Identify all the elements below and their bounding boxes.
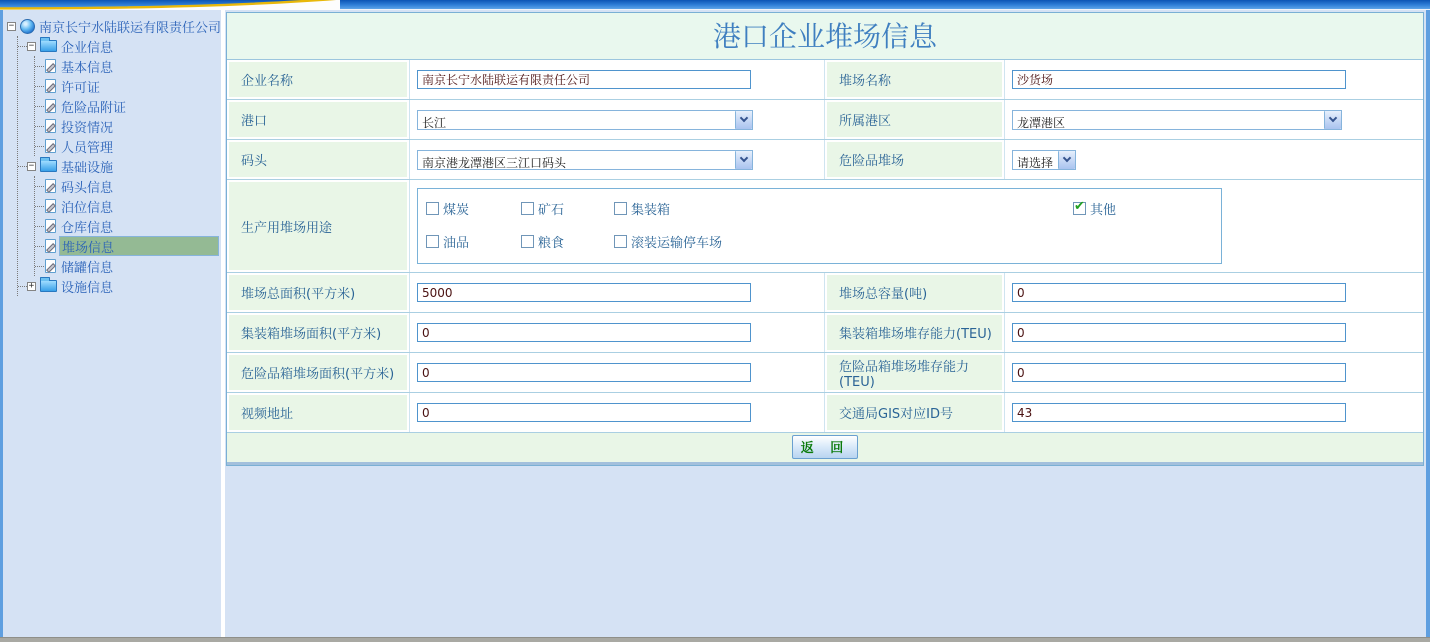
wharf-selected-value: 南京港龙潭港区三江口码头 xyxy=(422,155,567,169)
chevron-down-icon[interactable] xyxy=(735,111,752,129)
tree-item-label[interactable]: 储罐信息 xyxy=(61,260,114,276)
tree-connector xyxy=(35,106,44,107)
checkbox-label: 滚装运输停车场 xyxy=(631,236,723,251)
checkbox-option-煤炭[interactable] xyxy=(426,199,521,218)
field-label: 危险品堆场 xyxy=(825,140,1005,179)
tree-connector xyxy=(35,126,44,127)
document-edit-icon xyxy=(45,199,56,213)
tree-item-label[interactable]: 许可证 xyxy=(61,80,101,96)
checkbox-option-粮食[interactable] xyxy=(521,232,614,251)
tree-connector xyxy=(35,86,44,87)
checkbox-option-其他[interactable] xyxy=(1073,199,1221,218)
tree-connector xyxy=(35,226,44,227)
checkbox-label: 煤炭 xyxy=(443,203,470,218)
main-area xyxy=(0,10,1430,637)
tree-item-label[interactable]: 人员管理 xyxy=(61,140,114,156)
field-value-cell xyxy=(1005,273,1423,312)
dangerous-goods-yard-select[interactable] xyxy=(1012,150,1076,170)
tree-group-基础设施[interactable] xyxy=(18,156,219,176)
checkbox-label: 集装箱 xyxy=(631,203,671,218)
field-value-cell xyxy=(410,353,825,392)
sidebar-tree xyxy=(3,10,225,637)
form-row xyxy=(227,273,1423,313)
company-name-input[interactable] xyxy=(417,70,751,89)
checkbox-group xyxy=(417,188,1222,264)
window-bottom-edge xyxy=(0,637,1430,642)
field-value-cell xyxy=(410,140,825,179)
port-selected-value: 长江 xyxy=(422,115,447,129)
total-area-input[interactable] xyxy=(417,283,751,302)
collapse-minus-icon[interactable]: − xyxy=(28,160,35,171)
tree-connector xyxy=(35,266,44,267)
tree-connector xyxy=(18,286,27,287)
field-label: 堆场总容量(吨) xyxy=(825,273,1005,312)
gis-id-input[interactable] xyxy=(1012,403,1346,422)
tree-root-node[interactable] xyxy=(7,16,222,36)
video-url-input[interactable] xyxy=(417,403,751,422)
expand-plus-icon[interactable]: + xyxy=(28,280,35,291)
folder-icon xyxy=(40,40,57,52)
tree-item-label[interactable]: 基本信息 xyxy=(61,60,114,76)
checkbox-icon[interactable] xyxy=(614,235,627,248)
tree-item-基本信息[interactable] xyxy=(35,56,219,76)
total-capacity-input[interactable] xyxy=(1012,283,1346,302)
tree-connector xyxy=(35,206,44,207)
document-edit-icon xyxy=(45,139,56,153)
field-label: 堆场名称 xyxy=(825,60,1005,99)
field-value-cell xyxy=(1005,60,1423,99)
checkbox-group-cell xyxy=(410,180,1423,272)
globe-icon xyxy=(20,19,35,34)
field-label: 视频地址 xyxy=(227,393,410,432)
tree-item-堆场信息[interactable] xyxy=(35,236,219,256)
wharf-select[interactable] xyxy=(417,150,753,170)
tree-item-许可证[interactable] xyxy=(35,76,219,96)
checkbox-label: 矿石 xyxy=(538,203,565,218)
tree-connector xyxy=(35,66,44,67)
chevron-down-icon[interactable] xyxy=(1058,151,1075,169)
checkbox-option-滚装运输停车场[interactable] xyxy=(614,232,1073,251)
checkbox-option-油品[interactable] xyxy=(426,232,521,251)
document-edit-icon xyxy=(45,259,56,273)
content-area xyxy=(225,10,1426,637)
container-capacity-input[interactable] xyxy=(1012,323,1346,342)
document-edit-icon xyxy=(45,179,56,193)
checkbox-option-集装箱[interactable] xyxy=(614,199,1073,218)
port-area-selected-value: 龙潭港区 xyxy=(1017,115,1066,129)
banner-gold-swoosh xyxy=(0,0,340,10)
field-label: 堆场总面积(平方米) xyxy=(227,273,410,312)
checkbox-option-矿石[interactable] xyxy=(521,199,614,218)
form-row xyxy=(227,313,1423,353)
field-value-cell xyxy=(410,393,825,432)
form-row xyxy=(227,60,1423,100)
tree-item-label[interactable]: 危险品附证 xyxy=(61,100,127,116)
tree-item-label[interactable]: 投资情况 xyxy=(61,120,114,136)
back-button[interactable]: 返 回 xyxy=(792,435,859,459)
checkbox-label: 粮食 xyxy=(538,236,565,251)
checkbox-icon[interactable] xyxy=(614,202,627,215)
form-row xyxy=(227,393,1423,433)
tree-item-投资情况[interactable] xyxy=(35,116,219,136)
field-label: 危险品箱堆场面积(平方米) xyxy=(227,353,410,392)
field-value-cell xyxy=(1005,353,1423,392)
form-row xyxy=(227,140,1423,180)
field-value-cell xyxy=(410,60,825,99)
check-mark: ✔ xyxy=(1074,199,1085,214)
document-edit-icon xyxy=(45,219,56,233)
page-title: 港口企业堆场信息 xyxy=(227,13,1423,60)
tree-group-label[interactable]: 设施信息 xyxy=(61,280,114,296)
field-label: 港口 xyxy=(227,100,410,139)
tree-item-码头信息[interactable] xyxy=(35,176,219,196)
dangerous-goods-yard-selected-value: 请选择 xyxy=(1017,155,1054,169)
document-edit-icon xyxy=(45,99,56,113)
field-label: 集装箱堆场面积(平方米) xyxy=(227,313,410,352)
field-label: 危险品箱堆场堆存能力(TEU) xyxy=(825,353,1005,392)
field-label: 码头 xyxy=(227,140,410,179)
tree-item-仓库信息[interactable] xyxy=(35,216,219,236)
field-value-cell xyxy=(410,273,825,312)
checkbox-label: 油品 xyxy=(443,236,470,251)
yard-info-form xyxy=(226,12,1424,466)
document-edit-icon xyxy=(45,119,56,133)
field-label: 所属港区 xyxy=(825,100,1005,139)
tree-group-children xyxy=(34,176,219,276)
tree-root-children xyxy=(17,36,219,296)
field-value-cell xyxy=(1005,313,1423,352)
port-select[interactable] xyxy=(417,110,753,130)
field-label: 企业名称 xyxy=(227,60,410,99)
tree-item-危险品附证[interactable] xyxy=(35,96,219,116)
dangerous-box-capacity-input[interactable] xyxy=(1012,363,1346,382)
tree-item-储罐信息[interactable] xyxy=(35,256,219,276)
tree-group-label[interactable]: 基础设施 xyxy=(61,160,114,176)
tree-connector xyxy=(35,146,44,147)
form-row xyxy=(227,353,1423,393)
dangerous-box-area-input[interactable] xyxy=(417,363,751,382)
field-value-cell xyxy=(1005,100,1423,139)
tree-item-label[interactable]: 泊位信息 xyxy=(61,200,114,216)
tree-group-children xyxy=(34,56,219,156)
checkbox-icon[interactable] xyxy=(426,202,439,215)
tree-item-泊位信息[interactable] xyxy=(35,196,219,216)
tree-connector xyxy=(35,186,44,187)
tree-root-label[interactable]: 南京长宁水陆联运有限责任公司 xyxy=(39,20,222,36)
tree-item-label[interactable]: 仓库信息 xyxy=(61,220,114,236)
container-area-input[interactable] xyxy=(417,323,751,342)
tree-connector xyxy=(18,166,27,167)
tree-group-设施信息[interactable] xyxy=(18,276,219,296)
checkbox-label: 其他 xyxy=(1090,203,1117,218)
collapse-minus-icon[interactable]: − xyxy=(28,40,35,51)
field-label: 集装箱堆场堆存能力(TEU) xyxy=(825,313,1005,352)
field-value-cell xyxy=(1005,393,1423,432)
tree-connector xyxy=(18,46,27,47)
checkbox-icon[interactable] xyxy=(521,235,534,248)
document-edit-icon xyxy=(45,59,56,73)
field-value-cell xyxy=(410,100,825,139)
tree-item-人员管理[interactable] xyxy=(35,136,219,156)
chevron-down-icon[interactable] xyxy=(1324,111,1341,129)
checkbox-icon[interactable] xyxy=(521,202,534,215)
field-label: 交通局GIS对应ID号 xyxy=(825,393,1005,432)
tree-item-label[interactable]: 码头信息 xyxy=(61,180,114,196)
chevron-down-icon[interactable] xyxy=(735,151,752,169)
tree-item-label[interactable]: 堆场信息 xyxy=(59,236,219,256)
form-row xyxy=(227,180,1423,273)
checkbox-checked-icon[interactable] xyxy=(1073,199,1086,215)
yard-name-input[interactable] xyxy=(1012,70,1346,89)
top-banner-strip xyxy=(0,0,1430,10)
field-value-cell xyxy=(1005,140,1423,179)
checkbox-icon[interactable] xyxy=(426,235,439,248)
folder-icon xyxy=(40,280,57,292)
form-footer xyxy=(227,433,1423,465)
field-label: 生产用堆场用途 xyxy=(227,180,410,272)
document-edit-icon xyxy=(45,79,56,93)
collapse-minus-icon[interactable]: − xyxy=(8,20,15,31)
port-area-select[interactable] xyxy=(1012,110,1342,130)
tree-group-企业信息[interactable] xyxy=(18,36,219,56)
tree-connector xyxy=(35,246,44,247)
folder-icon xyxy=(40,160,57,172)
field-value-cell xyxy=(410,313,825,352)
form-row xyxy=(227,100,1423,140)
tree-group-label[interactable]: 企业信息 xyxy=(61,40,114,56)
document-edit-icon xyxy=(45,239,56,253)
